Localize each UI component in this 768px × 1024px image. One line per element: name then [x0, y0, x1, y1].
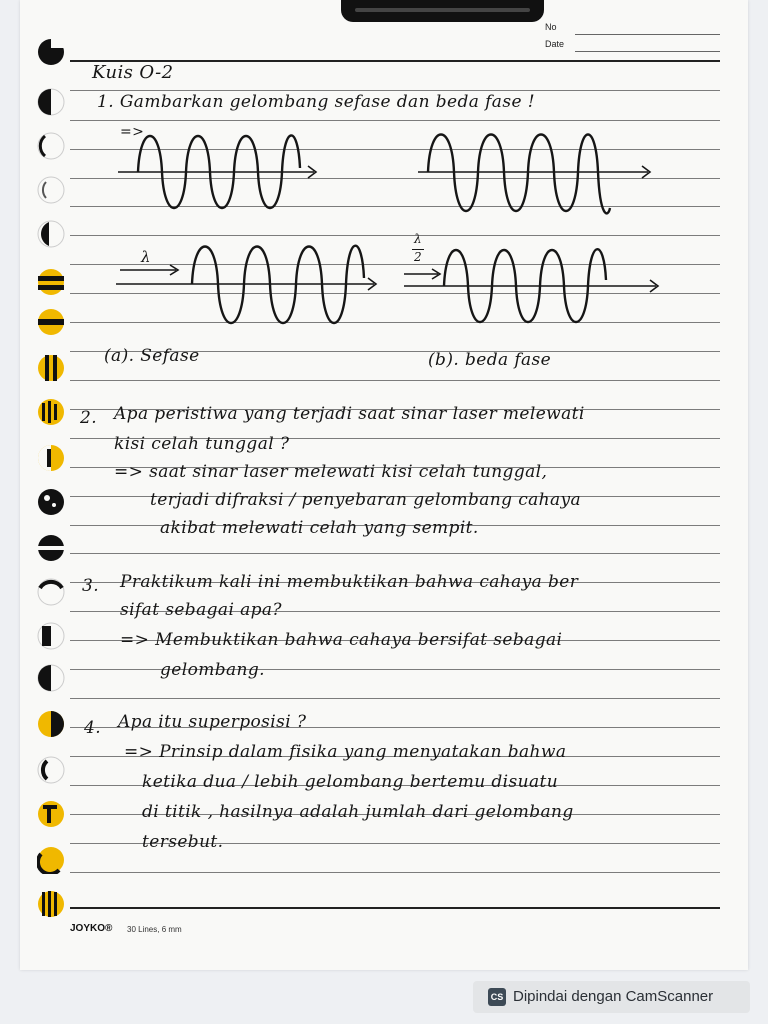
wave-sefase-top: [118, 128, 328, 218]
margin-tab-icon: [37, 800, 65, 828]
half-lambda-denominator: 2: [414, 250, 423, 264]
camscanner-badge: [473, 981, 750, 1013]
margin-tab-icon: [37, 890, 65, 918]
margin-tab-icon: [37, 756, 65, 784]
q4-answer-line: ketika dua / lebih gelombang bertemu disuatu: [142, 772, 559, 792]
quiz-title: Kuis O-2: [92, 62, 174, 83]
margin-tab-icon: [37, 622, 65, 650]
rule: [70, 90, 720, 91]
rule: [70, 698, 720, 699]
margin-tab-icon: [37, 534, 65, 562]
rule: [70, 235, 720, 236]
q4-question-line: Apa itu superposisi ?: [118, 712, 307, 732]
no-label: No: [545, 22, 557, 32]
margin-tab-icon: [37, 444, 65, 472]
margin-tab-icon: [37, 846, 65, 874]
q3-number: 3.: [82, 576, 100, 596]
camscanner-text: Dipindai dengan CamScanner: [513, 988, 714, 1005]
camscanner-icon: CS: [488, 988, 506, 1006]
margin-tab-icon: [37, 354, 65, 382]
q1-question: 1. Gambarkan gelombang sefase dan beda fase !: [97, 92, 535, 112]
lambda-label: λ: [141, 248, 151, 266]
rule: [70, 380, 720, 381]
q2-answer-line: akibat melewati celah yang sempit.: [160, 518, 479, 538]
paper-spec: 30 Lines, 6 mm: [127, 925, 182, 934]
margin-tab-icon: [37, 578, 65, 606]
q2-answer-line: => saat sinar laser melewati kisi celah tunggal,: [114, 462, 548, 482]
q3-question-line: sifat sebagai apa?: [120, 600, 282, 620]
margin-tab-icon: [37, 88, 65, 116]
wave-curve: [428, 135, 610, 214]
margin-tab-icon: [37, 176, 65, 204]
q1-arrow-a: =>: [120, 124, 145, 140]
q4-answer-line: => Prinsip dalam fisika yang menyatakan bahwa: [124, 742, 567, 762]
rule: [70, 553, 720, 554]
q2-question-line: Apa peristiwa yang terjadi saat sinar laser melewati: [114, 404, 585, 424]
margin-tab-icon: [37, 488, 65, 516]
margin-tab-icon: [37, 710, 65, 738]
margin-tab-icon: [37, 220, 65, 248]
caption-sefase: (a). Sefase: [104, 346, 200, 366]
margin-tab-icon: [37, 38, 65, 66]
half-lambda-numerator: λ: [414, 232, 423, 246]
q4-number: 4.: [84, 718, 102, 738]
q3-question-line: Praktikum kali ini membuktikan bahwa cahaya ber: [120, 572, 579, 592]
margin-tab-icon: [37, 132, 65, 160]
binder-clip: [341, 0, 544, 22]
brand-logo: JOYKO®: [70, 923, 113, 934]
q4-answer-line: tersebut.: [142, 832, 224, 852]
q3-answer-line: => Membuktikan bahwa cahaya bersifat sebagai: [120, 630, 563, 650]
q2-answer-line: terjadi difraksi / penyebaran gelombang cahaya: [150, 490, 582, 510]
no-line: [575, 34, 720, 35]
margin-tab-icon: [37, 308, 65, 336]
rule-bottom: [70, 907, 720, 909]
q4-answer-line: di titik , hasilnya adalah jumlah dari gelombang: [142, 802, 574, 822]
margin-tab-icon: [37, 664, 65, 692]
wave-bedafase-bottom: [404, 240, 674, 334]
margin-tab-icon: [37, 268, 65, 296]
rule: [70, 872, 720, 873]
q2-question-line: kisi celah tunggal ?: [114, 434, 290, 454]
caption-beda-fase: (b). beda fase: [428, 350, 552, 370]
wave-sefase-bottom: [116, 238, 386, 342]
rule: [70, 120, 720, 121]
q2-number: 2.: [80, 408, 98, 428]
date-line: [575, 51, 720, 52]
wave-bedafase-top: [418, 128, 658, 224]
margin-tab-icon: [37, 398, 65, 426]
q3-answer-line: gelombang.: [160, 660, 265, 680]
date-label: Date: [545, 39, 565, 49]
